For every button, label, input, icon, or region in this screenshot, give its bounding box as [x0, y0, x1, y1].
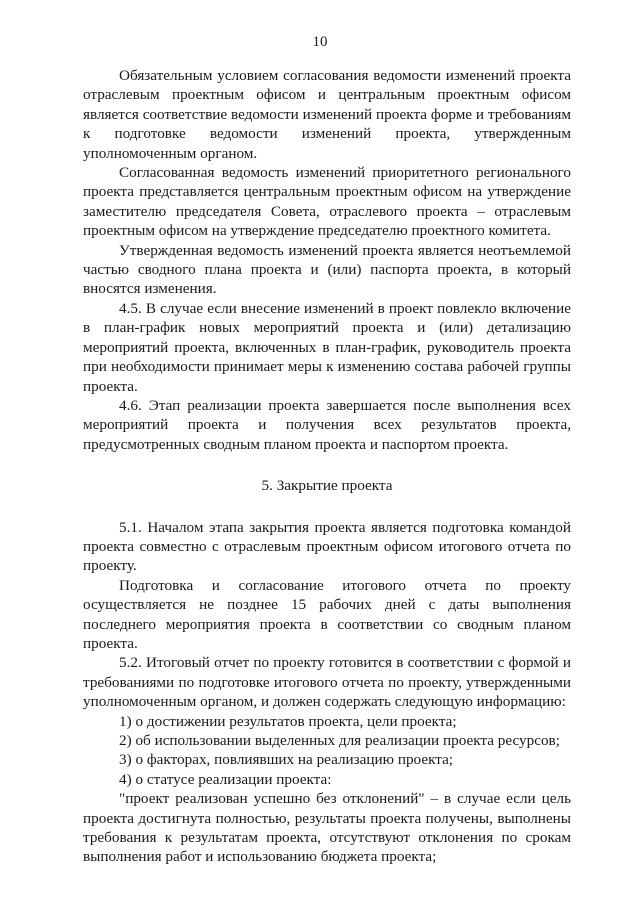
paragraph: Согласованная ведомость изменений приоритетного регионального проекта представляется центральным проектным офисом на утверждение заместителю председателя Совета, отраслевого проекта – отраслевым проектным офисом на утверждение председателю проектного комитета.: [83, 164, 571, 240]
paragraph: Утвержденная ведомость изменений проекта является неотъемлемой частью сводного плана проекта и (или) паспорта проекта, в который вносятся изменения.: [83, 241, 571, 298]
section-heading: 5. Закрытие проекта: [261, 477, 393, 495]
page-number: 10: [312, 34, 328, 50]
paragraph: "проект реализован успешно без отклонений" – в случае если цель проекта достигнута полностью, результаты проекта получены, выполнены требования к результатам проекта, отсутствуют отклонения по срокам выполнения работ и использованию бюджета проекта;: [83, 790, 571, 866]
document-body: [83, 66, 571, 867]
paragraph: 5.2. Итоговый отчет по проекту готовится в соответствии с формой и требованиями по подготовке итогового отчета по проекту, утвержденными уполномоченным органом, и должен содержать следующую информацию:: [83, 654, 571, 711]
list-item: 4) о статусе реализации проекта:: [119, 770, 332, 788]
list-item: 2) об использовании выделенных для реализации проекта ресурсов;: [119, 732, 560, 749]
paragraph: 5.1. Началом этапа закрытия проекта является подготовка командой проекта совместно с отраслевым проектным офисом итогового отчета по проекту.: [83, 518, 571, 575]
paragraph: 4.5. В случае если внесение изменений в проект повлекло включение в план-график новых мероприятий проекта и (или) детализацию мероприятий проекта, включенных в план-график, руководитель проекта при необходимости принимает меры к изменению состава рабочей группы проекта.: [83, 299, 571, 395]
list-item: 3) о факторах, повлиявших на реализацию проекта;: [119, 751, 454, 769]
paragraph: 4.6. Этап реализации проекта завершается после выполнения всех мероприятий проекта и получения всех результатов проекта, предусмотренных сводным планом проекта и паспортом проекта.: [83, 396, 571, 453]
paragraph: Обязательным условием согласования ведомости изменений проекта отраслевым проектным офисом и центральным проектным офисом является соответствие ведомости изменений проекта форме и требованиям к подготовке ведомости изменений проекта, утвержденным уполномоченным органом.: [83, 67, 571, 162]
paragraph: Подготовка и согласование итогового отчета по проекту осуществляется не позднее 15 рабочих дней с даты выполнения последнего мероприятия проекта в соответствии со сводным планом проекта.: [83, 576, 571, 652]
list-item: 1) о достижении результатов проекта, цели проекта;: [119, 712, 457, 730]
